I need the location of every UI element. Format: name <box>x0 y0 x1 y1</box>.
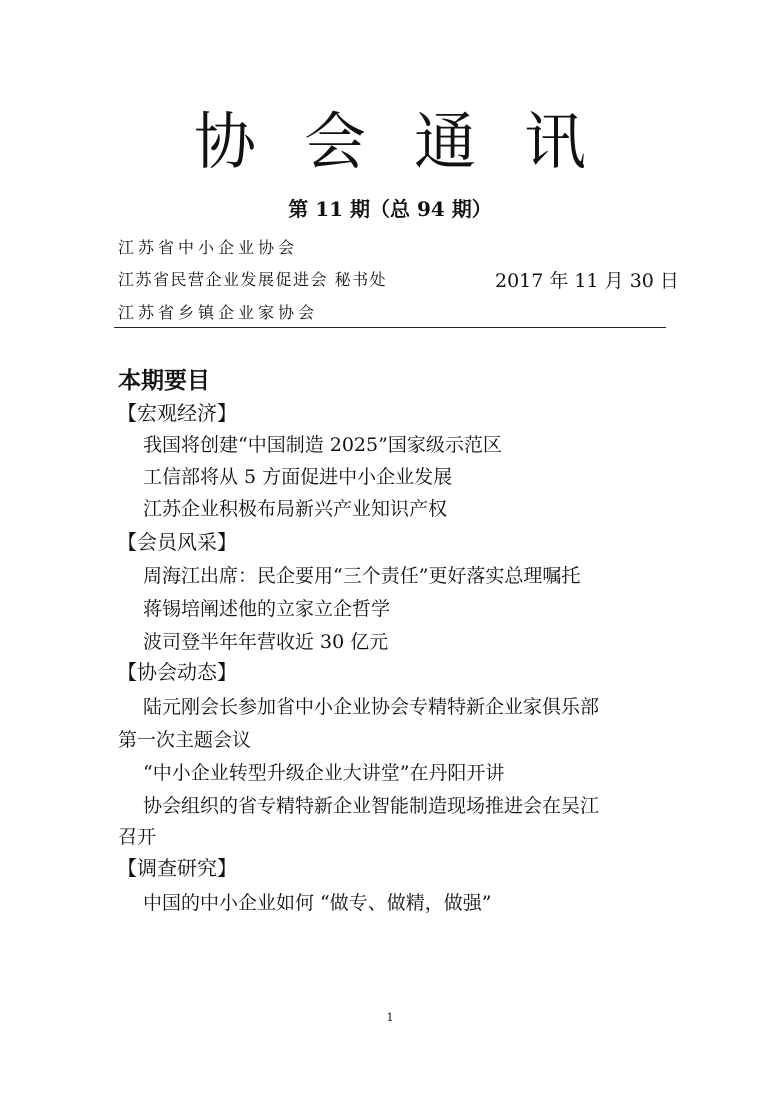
section-heading-macro-economy: 【宏观经济】 <box>117 401 237 425</box>
masthead-title: 协会通讯 <box>193 105 634 178</box>
toc-item-continuation: 第一次主题会议 <box>118 729 252 751</box>
organization-2: 江苏省民营企业发展促进会 秘书处 <box>118 270 388 289</box>
toc-item: 陆元刚会长参加省中小企业协会专精特新企业家俱乐部 <box>143 696 600 718</box>
section-heading-members: 【会员风采】 <box>117 530 237 554</box>
toc-item: 中国的中小企业如何 “做专、做精，做强” <box>143 892 492 914</box>
toc-item: 波司登半年年营收近 30 亿元 <box>143 631 389 653</box>
section-heading-research: 【调查研究】 <box>117 856 237 880</box>
toc-title: 本期要目 <box>118 368 210 394</box>
page-number: 1 <box>386 1011 394 1024</box>
toc-item: 工信部将从 5 方面促进中小企业发展 <box>143 466 453 488</box>
toc-item: 江苏企业积极布局新兴产业知识产权 <box>143 498 448 520</box>
section-heading-association-news: 【协会动态】 <box>117 660 237 684</box>
issue-number: 第 11 期（总 94 期） <box>288 197 492 221</box>
toc-item: 协会组织的省专精特新企业智能制造现场推进会在吴江 <box>143 795 600 817</box>
organization-3: 江苏省乡镇企业家协会 <box>118 303 319 322</box>
toc-item: “中小企业转型升级企业大讲堂”在丹阳开讲 <box>143 762 505 784</box>
organization-1: 江苏省中小企业协会 <box>118 238 299 257</box>
publish-date: 2017 年 11 月 30 日 <box>495 270 679 292</box>
toc-item-continuation: 召开 <box>118 826 157 848</box>
header-divider <box>114 327 666 328</box>
toc-item: 蒋锡培阐述他的立家立企哲学 <box>143 598 391 620</box>
toc-item: 我国将创建“中国制造 2025”国家级示范区 <box>143 434 502 456</box>
toc-item: 周海江出席：民企要用“三个责任”更好落实总理嘱托 <box>143 565 581 587</box>
